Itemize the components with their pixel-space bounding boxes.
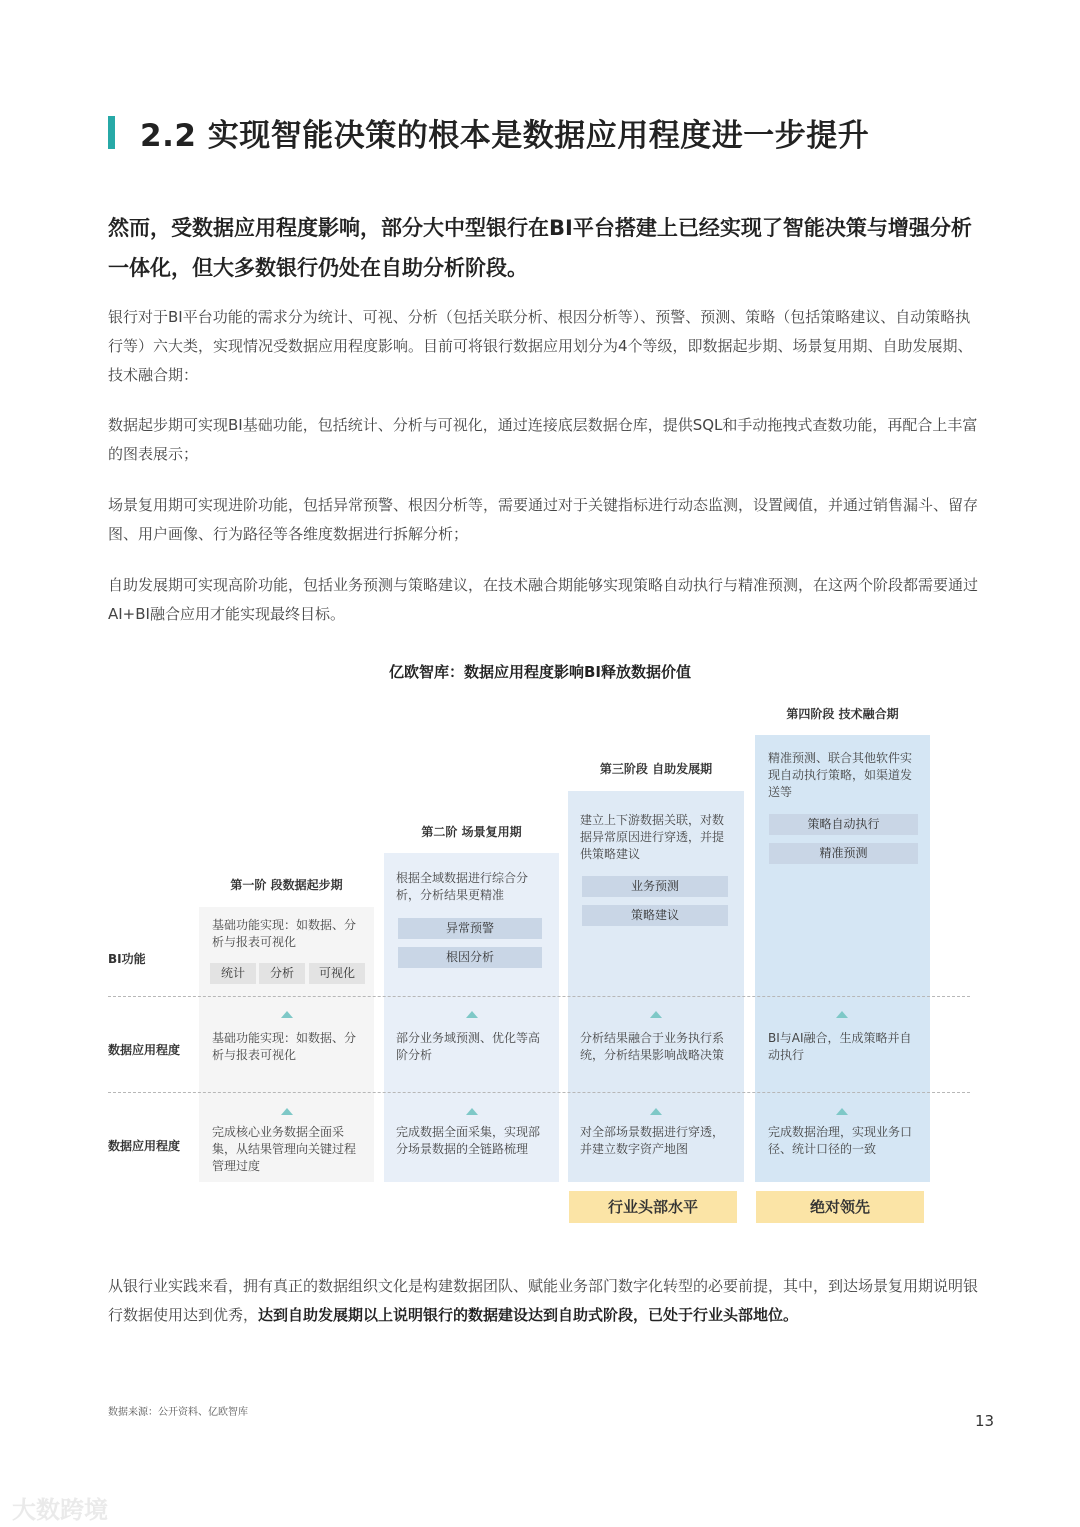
up-arrow-icon [836,1108,848,1115]
chip-anomaly-alert: 异常预警 [398,918,542,939]
chip-statistics: 统计 [210,963,256,984]
data-source: 数据来源：公开资料、亿欧智库 [108,1407,248,1418]
paragraph-2: 数据起步期可实现BI基础功能，包括统计、分析与可视化，通过连接底层数据仓库，提供SQL和手动拖拽式查数功能，再配合上丰富的图表展示； [108,416,978,463]
up-arrow-icon [836,1011,848,1018]
stage-4-bi-text: 精准预测、联合其他软件实现自动执行策略，如渠道发送等 [768,751,913,799]
row-divider [108,1092,970,1093]
row-divider [108,996,970,997]
stage-3-data-text: 对全部场景数据进行穿透，并建立数字资产地图 [580,1125,725,1156]
stage-4-data-text: 完成数据治理，实现业务口径、统计口径的一致 [768,1125,913,1156]
chip-strategy-suggestion: 策略建议 [582,905,728,926]
up-arrow-icon [281,1108,293,1115]
badge-absolute-lead: 绝对领先 [756,1191,924,1223]
chip-precise-forecast: 精准预测 [769,843,918,864]
up-arrow-icon [466,1108,478,1115]
stage-1-data-text: 完成核心业务数据全面采集，从结果管理向关键过程管理过度 [212,1125,357,1173]
up-arrow-icon [650,1011,662,1018]
stage-1-application-text: 基础功能实现：如数据、分析与报表可视化 [212,1031,357,1062]
stage-1-bi-text: 基础功能实现：如数据、分析与报表可视化 [212,918,357,949]
section-heading: 2.2 实现智能决策的根本是数据应用程度进一步提升 [140,118,870,154]
badge-industry-leading: 行业头部水平 [569,1191,737,1223]
paragraph-3: 场景复用期可实现进阶功能，包括异常预警、根因分析等，需要通过对于关键指标进行动态监测，设置阈值，并通过销售漏斗、留存图、用户画像、行为路径等各维度数据进行拆解分析； [108,496,979,543]
stage-3-application-text: 分析结果融合于业务执行系统，分析结果影响战略决策 [580,1031,725,1062]
chip-business-forecast: 业务预测 [582,876,728,897]
stage-4-application-text: BI与AI融合，生成策略并自动执行 [768,1031,912,1062]
stage-2-bi-text: 根据全域数据进行综合分析，分析结果更精准 [396,871,529,902]
stage-2-data-text: 完成数据全面采集，实现部分场景数据的全链路梳理 [396,1125,541,1156]
stage-3-title: 第三阶段 自助发展期 [599,762,713,776]
stage-2-title: 第二阶 场景复用期 [421,825,522,839]
stage-1-title: 第一阶 段数据起步期 [230,878,343,892]
chip-visualization: 可视化 [309,963,365,984]
up-arrow-icon [281,1011,293,1018]
chip-analysis: 分析 [259,963,305,984]
row-label-application-2: 数据应用程度 [108,1139,181,1153]
row-label-bi: BI功能 [108,952,146,966]
row-label-application: 数据应用程度 [108,1043,181,1057]
up-arrow-icon [466,1011,478,1018]
heading-accent-bar [108,116,115,149]
stage-4-title: 第四阶段 技术融合期 [786,707,899,721]
conclusion-text: 从银行业实践来看，拥有真正的数据组织文化是构建数据团队、赋能业务部门数字化转型的必要前提，其中，到达场景复用期说明银行数据使用达到优秀， [108,1277,979,1324]
paragraph-4: 自助发展期可实现高阶功能，包括业务预测与策略建议，在技术融合期能够实现策略自动执行与精准预测，在这两个阶段都需要通过AI+BI融合应用才能实现最终目标。 [108,576,979,623]
paragraph-1: 银行对于BI平台功能的需求分为统计、可视、分析（包括关联分析、根因分析等）、预警、预测、策略（包括策略建议、自动策略执行等）六大类，实现情况受数据应用程度影响。目前可将银行数据应用划分为4个等级，即数据起步期、场景复用期、自助发展期、技术融合期： [108,308,973,384]
lead-statement: 然而，受数据应用程度影响，部分大中型银行在BI平台搭建上已经实现了智能决策与增强分析一体化，但大多数银行仍处在自助分析阶段。 [108,216,972,280]
chip-auto-strategy: 策略自动执行 [769,814,918,835]
stage-2-application-text: 部分业务域预测、优化等高阶分析 [396,1031,541,1062]
chip-root-cause: 根因分析 [398,947,542,968]
stage-3-bi-text: 建立上下游数据关联，对数据异常原因进行穿透，并提供策略建议 [580,813,725,861]
conclusion-paragraph [108,1272,978,1330]
conclusion-highlight: 达到自助发展期以上说明银行的数据建设达到自助式阶段，已处于行业头部地位。 [258,1306,799,1324]
diagram-title: 亿欧智库：数据应用程度影响BI释放数据价值 [388,663,692,681]
page-number: 13 [975,1412,995,1430]
up-arrow-icon [650,1108,662,1115]
watermark: 大数跨境 [12,1496,108,1524]
